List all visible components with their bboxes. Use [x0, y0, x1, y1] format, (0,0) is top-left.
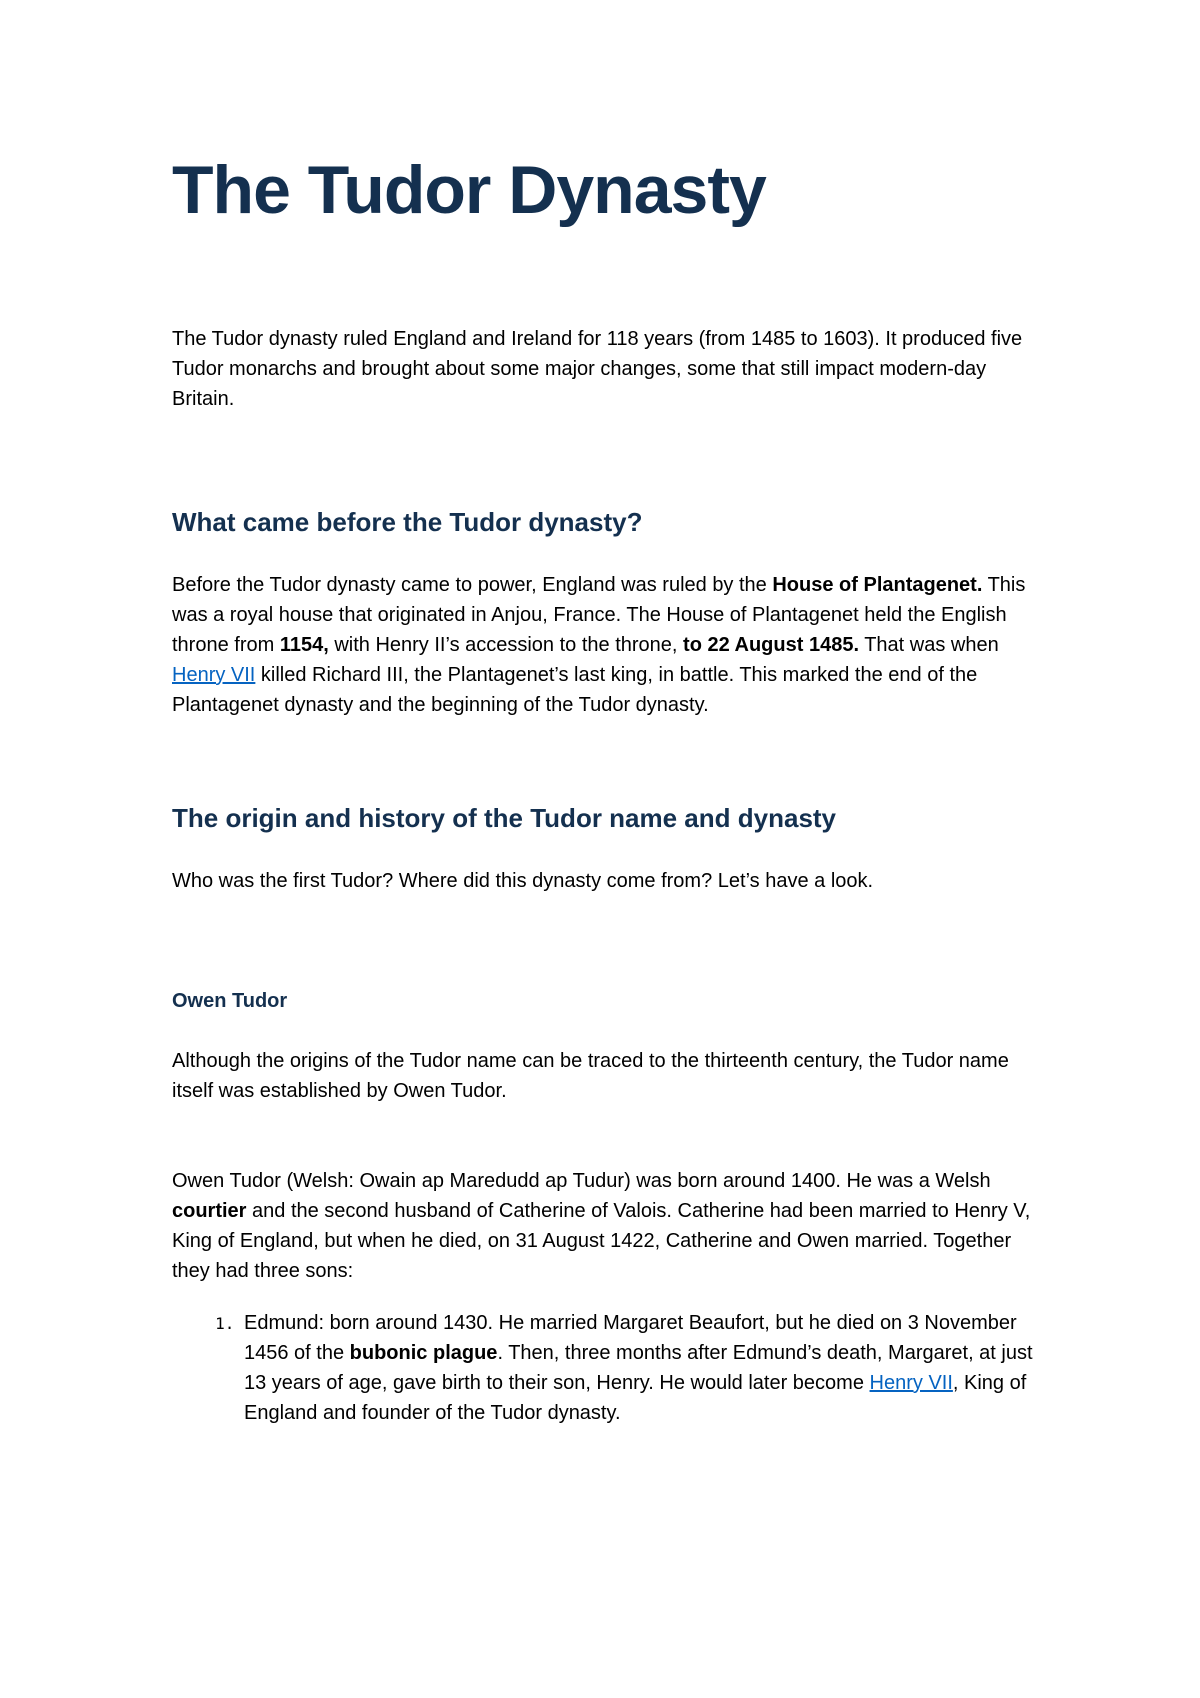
henry-vii-link[interactable]: Henry VII [172, 664, 256, 686]
bold-text: courtier [172, 1200, 247, 1222]
text: with Henry II’s accession to the throne, [328, 634, 684, 656]
text: . Then, three months after Edmund’s death, Margaret, at just 13 years of age, gave birth to their son, Henry. He would later become [244, 1342, 1033, 1394]
text: Owen Tudor (Welsh: Owain ap Maredudd ap Tudur) was born around 1400. He was a Welsh [172, 1170, 991, 1192]
text: This was a royal house that originated in Anjou, France. The House of Plantagenet held the English throne from [172, 574, 1026, 656]
text: Before the Tudor dynasty came to power, England was ruled by the [172, 574, 773, 596]
bold-text: 1154, [279, 634, 329, 656]
page-title: The Tudor Dynasty [172, 152, 766, 228]
paragraph-before-tudor [172, 570, 1052, 720]
heading-origin: The origin and history of the Tudor name and dynasty [172, 803, 837, 833]
paragraph-owen-1: Although the origins of the Tudor name can be traced to the thirteenth century, the Tudor name itself was established by Owen Tudor. [172, 1050, 1009, 1102]
document-page [172, 140, 1052, 1428]
sons-list [172, 1308, 1052, 1428]
bold-text: bubonic plague [349, 1342, 498, 1364]
heading-before-tudor: What came before the Tudor dynasty? [172, 507, 643, 537]
text: That was when [859, 634, 999, 656]
heading-owen-tudor: Owen Tudor [172, 990, 288, 1012]
text: Edmund: born around 1430. He married Margaret Beaufort, but he died on 3 November 1456 of the [244, 1312, 1017, 1364]
text: killed Richard III, the Plantagenet’s last king, in battle. This marked the end of the Plantagenet dynasty and the beginning of the Tudor dynasty. [172, 664, 978, 716]
paragraph-origin: Who was the first Tudor? Where did this dynasty come from? Let’s have a look. [172, 870, 874, 892]
henry-vii-link[interactable]: Henry VII [869, 1372, 953, 1394]
intro-paragraph: The Tudor dynasty ruled England and Ireland for 118 years (from 1485 to 1603). It produced five Tudor monarchs and brought about some major changes, some that still impact modern-day Britain. [172, 328, 1023, 410]
text: and the second husband of Catherine of Valois. Catherine had been married to Henry V, King of England, but when he died, on 31 August 1422, Catherine and Owen married. Together they had three sons: [172, 1200, 1031, 1282]
bold-text: House of Plantagenet. [772, 574, 983, 596]
paragraph-owen-2 [172, 1166, 1052, 1286]
text: , King of England and founder of the Tudor dynasty. [244, 1372, 1027, 1424]
list-item [244, 1308, 1052, 1428]
bold-text: to 22 August 1485. [683, 634, 860, 656]
